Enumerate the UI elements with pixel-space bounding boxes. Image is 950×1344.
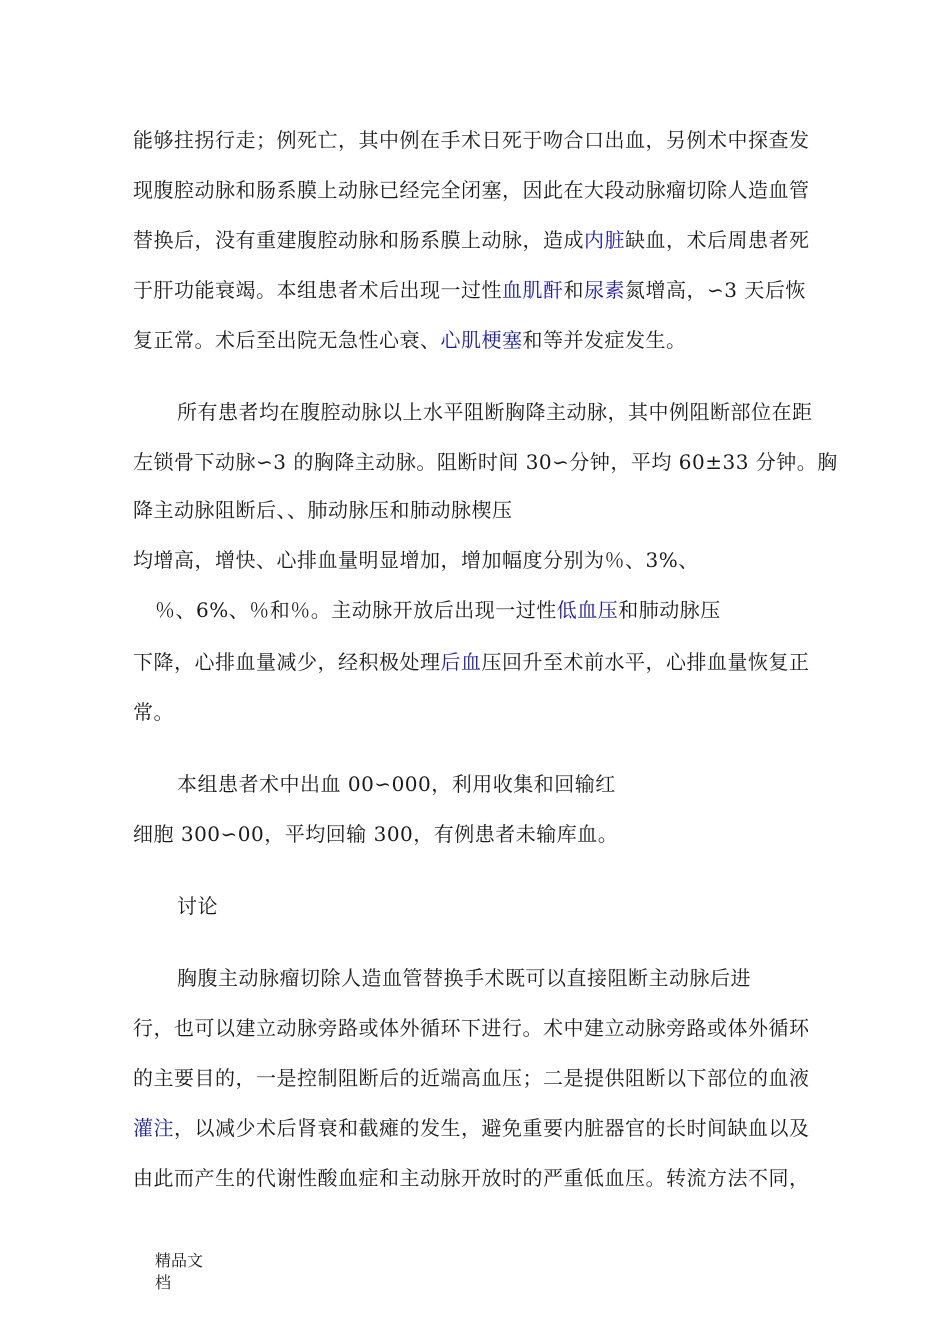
paragraph-3-line-1 [177, 770, 616, 798]
footer-watermark: 精品文档 [155, 1251, 204, 1292]
paragraph-1-line-2 [133, 176, 810, 204]
paragraph-2-line-1 [177, 398, 813, 426]
paragraph-1-line-1 [133, 126, 810, 154]
text-span: 本组患者术中出血 00∽000，利用收集和回输红 [177, 772, 616, 796]
text-span: 和 [563, 278, 584, 302]
text-span: 均增高，增快、心排血量明显增加，增加幅度分别为％、3%、 [133, 548, 699, 572]
paragraph-4-line-4 [133, 1114, 810, 1142]
section-heading [177, 892, 218, 920]
link-xinjigengsai[interactable]: 心肌梗塞 [440, 328, 523, 352]
link-xuejigan[interactable]: 血肌酐 [502, 278, 564, 302]
text-span: 下降，心排血量减少，经积极处理 [133, 650, 441, 674]
link-niaosu[interactable]: 尿素 [584, 278, 625, 302]
link-neizang[interactable]: 内脏 [584, 228, 625, 252]
text-span: 氮增高，∽3 天后恢 [625, 278, 806, 302]
heading-text: 讨论 [177, 894, 218, 918]
paragraph-2-line-4 [133, 546, 699, 574]
text-span: 降主动脉阻断后、、肺动脉压和肺动脉楔压 [133, 498, 513, 522]
paragraph-4-line-5 [133, 1164, 810, 1192]
paragraph-2-line-7 [133, 698, 174, 726]
paragraph-1-line-3 [133, 226, 810, 254]
text-span: 行，也可以建立动脉旁路或体外循环下进行。术中建立动脉旁路或体外循环 [133, 1016, 810, 1040]
paragraph-2-line-5 [155, 596, 721, 624]
text-span: 的主要目的，一是控制阻断后的近端高血压；二是提供阻断以下部位的血液 [133, 1066, 810, 1090]
paragraph-2-line-2 [133, 448, 838, 476]
text-span: 左锁骨下动脉∽3 的胸降主动脉。阻断时间 30∽分钟，平均 60±33 分钟。胸 [133, 450, 838, 474]
text-span: 由此而产生的代谢性酸血症和主动脉开放时的严重低血压。转流方法不同， [133, 1166, 810, 1190]
paragraph-4-line-2 [133, 1014, 810, 1042]
link-dixueya[interactable]: 低血压 [556, 598, 619, 622]
paragraph-4-line-3 [133, 1064, 810, 1092]
link-guanzhu[interactable]: 灌注 [133, 1116, 174, 1140]
paragraph-4-line-1 [177, 964, 751, 992]
text-span: ％、6%、％和％。主动脉开放后出现一过性 [155, 598, 557, 622]
text-span: 压回升至术前水平，心排血量恢复正 [481, 650, 810, 674]
text-span: 常。 [133, 700, 174, 724]
text-span: 现腹腔动脉和肠系膜上动脉已经完全闭塞，因此在大段动脉瘤切除人造血管 [133, 178, 810, 202]
text-span: 所有患者均在腹腔动脉以上水平阻断胸降主动脉，其中例阻断部位在距 [177, 400, 813, 424]
link-houxue[interactable]: 后血 [440, 650, 482, 674]
text-span: ，以减少术后肾衰和截瘫的发生，避免重要内脏器官的长时间缺血以及 [174, 1116, 810, 1140]
text-span: 能够拄拐行走；例死亡，其中例在手术日死于吻合口出血，另例术中探查发 [133, 128, 810, 152]
text-span: 复正常。术后至出院无急性心衰、 [133, 328, 441, 352]
paragraph-1-line-5 [133, 326, 687, 354]
text-span: 于肝功能衰竭。本组患者术后出现一过性 [133, 278, 502, 302]
paragraph-2-line-3 [133, 496, 513, 524]
text-span: 胸腹主动脉瘤切除人造血管替换手术既可以直接阻断主动脉后进 [177, 966, 751, 990]
paragraph-2-line-6 [133, 648, 810, 676]
paragraph-3-line-2 [133, 820, 618, 848]
text-span: 和肺动脉压 [618, 598, 721, 622]
text-span: 和等并发症发生。 [522, 328, 687, 352]
paragraph-1-line-4 [133, 276, 806, 304]
text-span: 缺血，术后周患者死 [625, 228, 810, 252]
text-span: 替换后，没有重建腹腔动脉和肠系膜上动脉，造成 [133, 228, 584, 252]
text-span: 细胞 300∽00，平均回输 300，有例患者未输库血。 [133, 822, 619, 846]
